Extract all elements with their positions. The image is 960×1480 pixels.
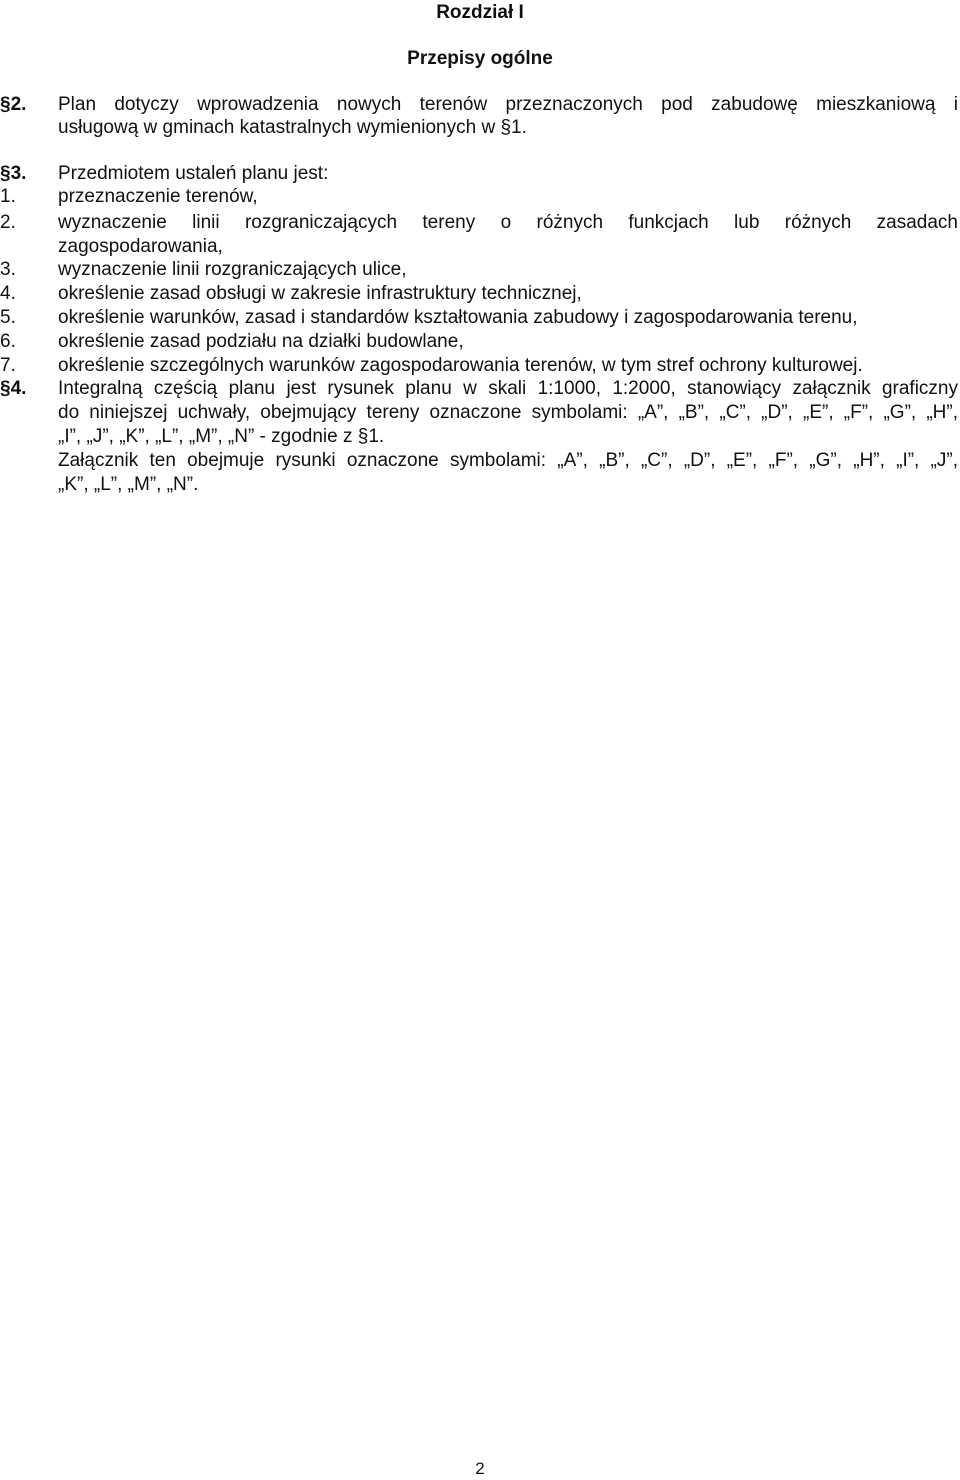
list-item-text: określenie zasad podziału na działki budowlane, (58, 331, 464, 352)
list-item-number: 2. (0, 212, 16, 233)
paragraph-4-line-4: Załącznik ten obejmuje rysunki oznaczone symbolami: „A”, „B”, „C”, „D”, „E”, „F”, „G”, „H”, „I”, „J”, (58, 450, 958, 471)
paragraph-2-number: §2. (0, 94, 27, 115)
list-item-number: 4. (0, 283, 16, 304)
list-item-text: wyznaczenie linii rozgraniczających tereny o różnych funkcjach lub różnych zasadach (58, 212, 958, 233)
paragraph-4-line-3: „I”, „J”, „K”, „L”, „M”, „N” - zgodnie z §1. (58, 426, 385, 447)
list-item-text: przeznaczenie terenów, (58, 186, 258, 207)
chapter-heading: Rozdział I (436, 2, 524, 23)
list-item-text: określenie zasad obsługi w zakresie infrastruktury technicznej, (58, 283, 582, 304)
list-item-number: 5. (0, 307, 16, 328)
list-item-text: określenie warunków, zasad i standardów kształtowania zabudowy i zagospodarowania terenu, (58, 307, 858, 328)
paragraph-4-line-1: Integralną częścią planu jest rysunek planu w skali 1:1000, 1:2000, stanowiący załącznik graficzny (58, 378, 958, 399)
paragraph-3-number: §3. (0, 163, 27, 184)
list-item-text: określenie szczególnych warunków zagospodarowania terenów, w tym stref ochrony kulturowej. (58, 355, 863, 376)
page-number: 2 (475, 1459, 485, 1478)
paragraph-2-line-1: Plan dotyczy wprowadzenia nowych terenów przeznaczonych pod zabudowę mieszkaniową i (58, 94, 958, 115)
paragraph-3-intro: Przedmiotem ustaleń planu jest: (58, 163, 329, 184)
list-item-number: 3. (0, 259, 16, 280)
list-item-continuation: zagospodarowania, (58, 236, 223, 257)
list-item-text: wyznaczenie linii rozgraniczających ulice, (58, 259, 407, 280)
paragraph-4-number: §4. (0, 378, 27, 399)
list-item-number: 1. (0, 186, 16, 207)
list-item-number: 7. (0, 355, 16, 376)
list-item-number: 6. (0, 331, 16, 352)
paragraph-4-line-2: do niniejszej uchwały, obejmujący tereny oznaczone symbolami: „A”, „B”, „C”, „D”, „E”, „F”, „G”, „H”, (58, 402, 958, 423)
section-title: Przepisy ogólne (407, 48, 553, 69)
paragraph-2-line-2: usługową w gminach katastralnych wymienionych w §1. (58, 117, 527, 138)
paragraph-4-line-5: „K”, „L”, „M”, „N”. (58, 474, 199, 495)
